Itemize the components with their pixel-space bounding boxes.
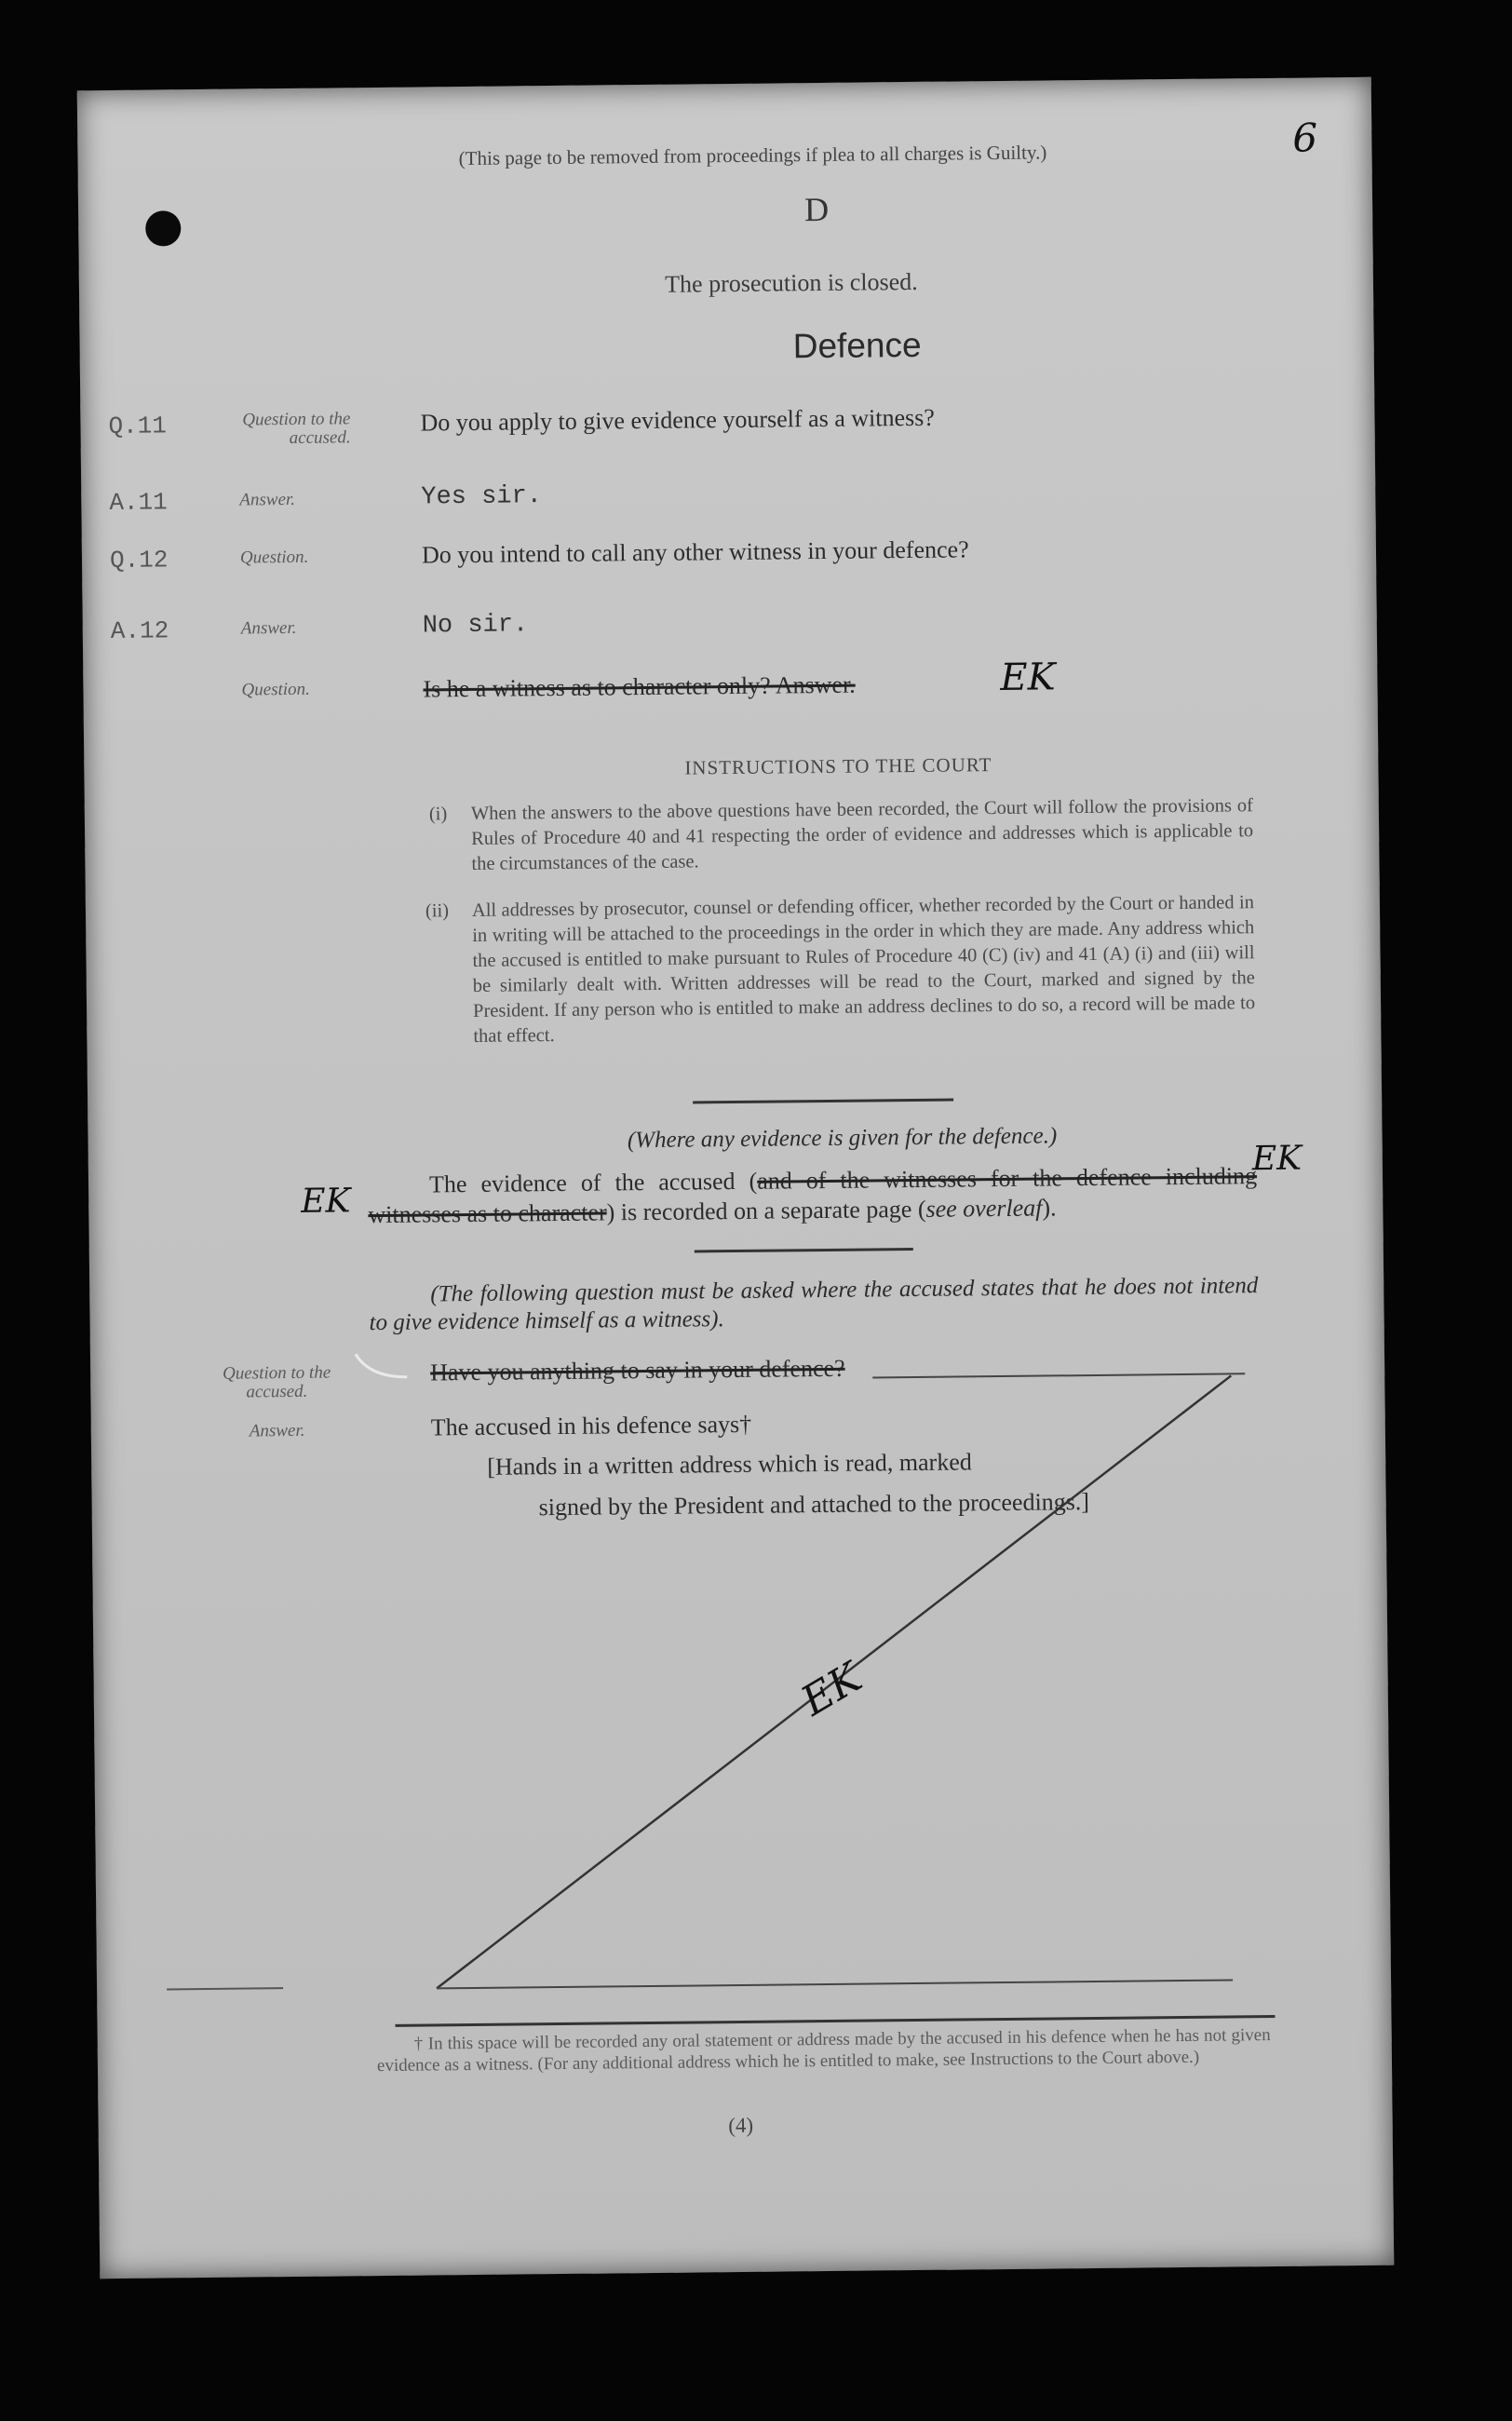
diagonal-strike-line <box>77 77 1395 2279</box>
struck-evidence-text: and of the witnesses for the defence including witnesses as to character <box>368 1162 1258 1229</box>
row-label: Answer. <box>240 617 297 639</box>
final-answer-label: Answer. <box>249 1420 305 1441</box>
row-label: Question. <box>239 547 309 568</box>
instruction-text: All addresses by prosecutor, counsel or defending officer, whether recorded by the Court or handed in in writing will be attached to the proceedings in the order in which they are made. Any address which the accused is entitled to make pursuant to Rules of Procedure 40 (C) (iv) and 41 (A) (i) and (iii) will be similarly dealt with. Written addresses will be read to the Court, marked and signed by the President. If any person who is entitled to make an address declines to do so, a record will be made to that effect. <box>471 892 1256 1047</box>
row-label: Question. <box>241 679 310 700</box>
section-letter: D <box>803 190 830 229</box>
document-page <box>77 77 1395 2279</box>
evidence-text-part: The evidence of the accused ( <box>428 1167 758 1198</box>
handwritten-initials: EK <box>793 1653 871 1725</box>
row-number: Q.12 <box>109 546 169 575</box>
instructions-heading: INSTRUCTIONS TO THE COURT <box>684 753 992 779</box>
handwritten-page-number: 6 <box>1292 115 1318 161</box>
instruction-text: When the answers to the above questions have been recorded, the Court will follow the provisions of Rules of Procedure 40 and 41 respecting the order of evidence and addresses which is applicable to the circumstances of the case. <box>470 795 1254 874</box>
row-text: Do you intend to call any other witness in your defence? <box>421 535 969 569</box>
following-note: (The following question must be asked where the accused states that he does not intend to give evidence himself as a witness). <box>369 1273 1259 1336</box>
prosecution-closed: The prosecution is closed. <box>665 267 918 298</box>
section-title: Defence <box>792 325 922 366</box>
handwritten-initials: EK <box>301 1182 351 1221</box>
row-label: Answer. <box>239 489 296 510</box>
evidence-text-part: ) is recorded on a separate page ( <box>606 1195 926 1226</box>
evidence-text-part: ). <box>1042 1194 1057 1222</box>
evidence-note: (Where any evidence is given for the defence.) <box>627 1123 1058 1154</box>
final-question: Have you anything to say in your defence? <box>430 1354 845 1386</box>
row-number: Q.11 <box>108 412 168 441</box>
instruction-number: (ii) <box>425 900 450 922</box>
footnote: † In this space will be recorded any oral statement or address made by the accused in his defence when he has not given evidence as a witness. (For any additional address which he is entitled to make, see Instructions to the Court above.) <box>376 2025 1271 2076</box>
struck-question: Is he a witness as to character only? Answer. <box>423 670 856 703</box>
final-answer: The accused in his defence says† <box>430 1410 752 1441</box>
row-label: Question to the accused. <box>242 409 351 448</box>
row-text: Yes sir. <box>421 482 543 512</box>
hands-in-line-1: [Hands in a written address which is read, marked <box>487 1448 972 1481</box>
hands-in-line-2: signed by the President and attached to the proceedings.] <box>538 1488 1090 1522</box>
handwritten-initials: EK <box>1000 656 1056 699</box>
instruction-number: (i) <box>428 804 448 825</box>
page-footer: (4) <box>728 2113 754 2138</box>
evidence-see-overleaf: see overleaf <box>925 1194 1043 1223</box>
final-question-label: Question to the accused. <box>222 1362 331 1402</box>
row-text: No sir. <box>422 611 529 641</box>
row-number: A.12 <box>110 616 169 645</box>
row-text: Do you apply to give evidence yourself as a witness? <box>420 403 935 437</box>
row-number: A.11 <box>109 488 168 518</box>
header-note: (This page to be removed from proceedings if plea to all charges is Guilty.) <box>458 141 1047 170</box>
handwritten-initials: EK <box>1251 1139 1303 1179</box>
